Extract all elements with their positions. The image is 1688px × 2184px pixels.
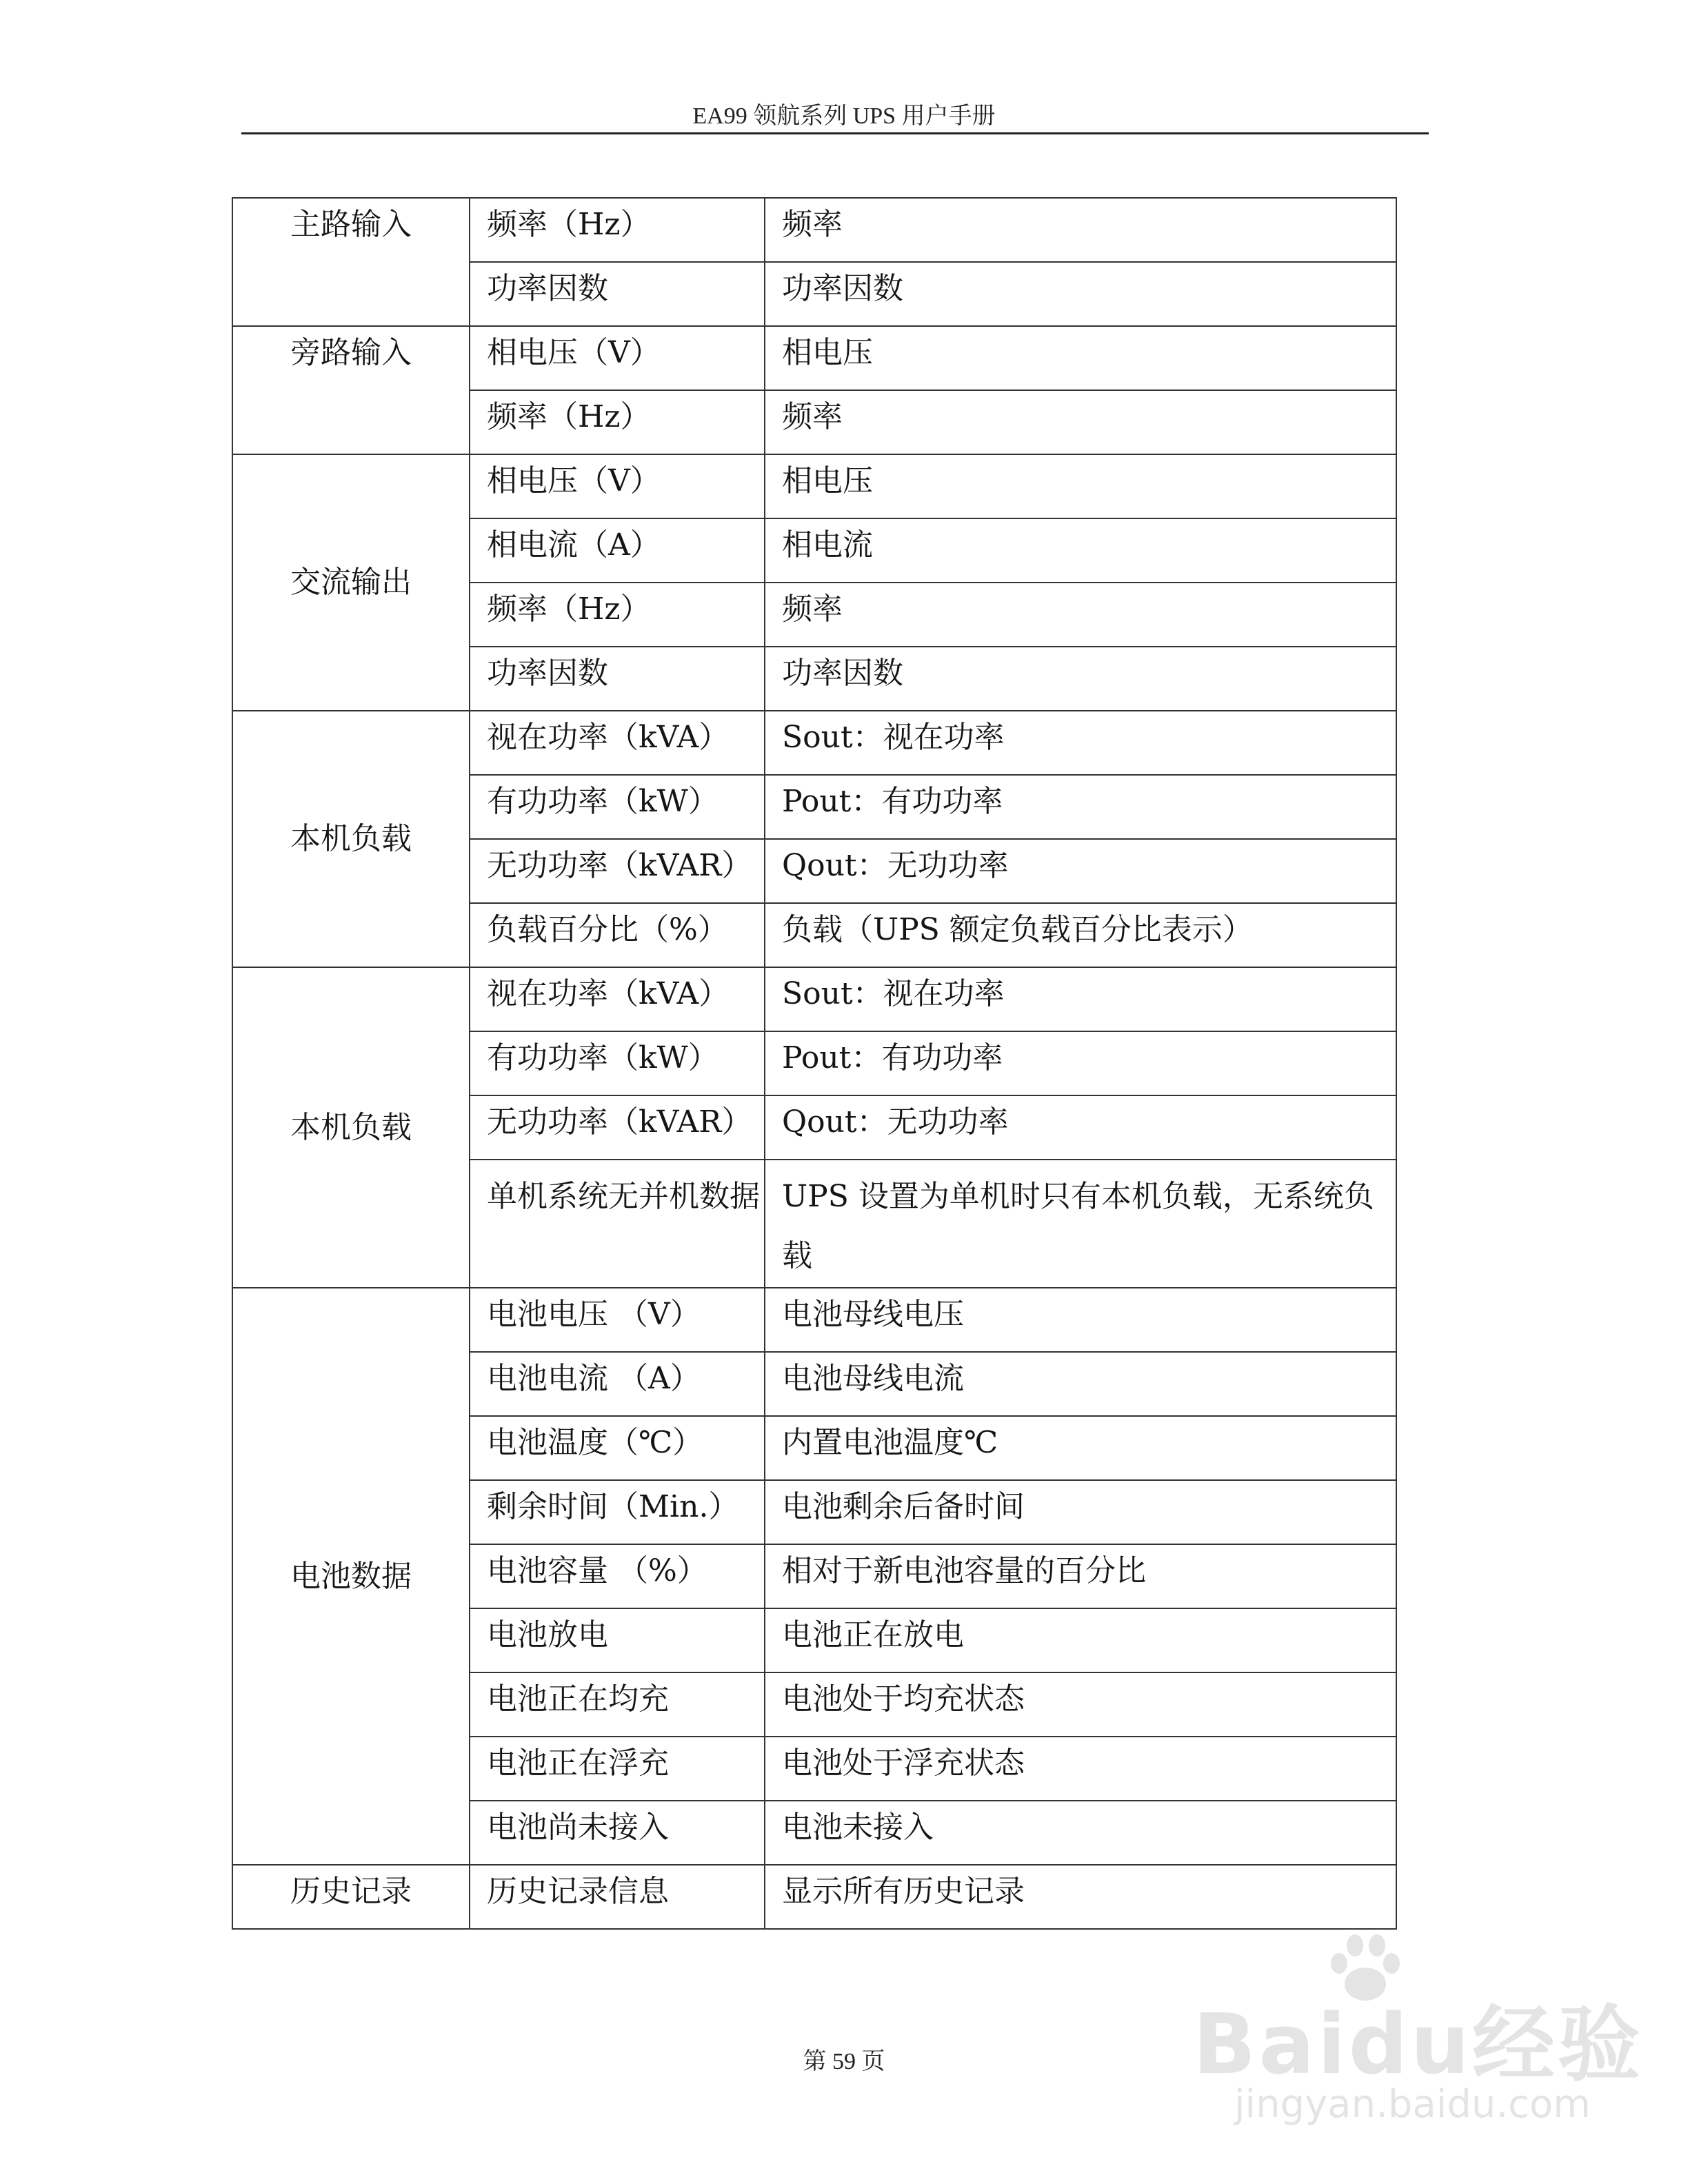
param-cell: 频率（Hz） [470, 390, 765, 454]
group-label: 交流输出 [232, 454, 470, 711]
param-cell: 电池电流 （A） [470, 1352, 765, 1416]
desc-cell: 电池母线电流 [765, 1352, 1396, 1416]
group-label: 历史记录 [232, 1865, 470, 1929]
param-cell: 无功功率（kVAR） [470, 1095, 765, 1160]
group-label: 本机负载 [232, 967, 470, 1288]
group-label: 电池数据 [232, 1288, 470, 1865]
desc-cell: Qout：无功功率 [765, 839, 1396, 903]
param-cell: 相电流（A） [470, 518, 765, 583]
desc-cell: 功率因数 [765, 647, 1396, 711]
group-label: 主路输入 [232, 198, 470, 326]
desc-cell: 电池未接入 [765, 1801, 1396, 1865]
desc-cell: Sout：视在功率 [765, 967, 1396, 1031]
param-cell: 历史记录信息 [470, 1865, 765, 1929]
header-divider [241, 132, 1429, 134]
param-cell: 视在功率（kVA） [470, 967, 765, 1031]
desc-cell: 相电流 [765, 518, 1396, 583]
desc-cell: 频率 [765, 390, 1396, 454]
desc-cell: Pout：有功功率 [765, 1031, 1396, 1095]
desc-cell: UPS 设置为单机时只有本机负载，无系统负载 [765, 1160, 1396, 1288]
param-cell: 有功功率（kW） [470, 775, 765, 839]
table-row [232, 967, 1396, 1031]
param-cell: 功率因数 [470, 647, 765, 711]
desc-cell: 电池剩余后备时间 [765, 1480, 1396, 1544]
desc-cell: 频率 [765, 583, 1396, 647]
baidu-watermark [1193, 1930, 1643, 2137]
param-cell: 相电压（V） [470, 454, 765, 518]
param-cell: 无功功率（kVAR） [470, 839, 765, 903]
param-cell: 电池温度（℃） [470, 1416, 765, 1480]
desc-cell: 显示所有历史记录 [765, 1865, 1396, 1929]
watermark-url: jingyan.baidu.com [1234, 2082, 1591, 2127]
param-cell: 电池正在均充 [470, 1672, 765, 1737]
param-cell: 电池正在浮充 [470, 1737, 765, 1801]
header-title: EA99 领航系列 UPS 用户手册 [692, 103, 996, 129]
desc-cell: 负载（UPS 额定负载百分比表示） [765, 903, 1396, 967]
param-cell: 视在功率（kVA） [470, 711, 765, 775]
watermark-brand: Baidu经验 [1193, 1997, 1643, 2093]
desc-cell: 电池处于浮充状态 [765, 1737, 1396, 1801]
param-cell: 频率（Hz） [470, 198, 765, 262]
param-cell: 电池尚未接入 [470, 1801, 765, 1865]
param-cell: 功率因数 [470, 262, 765, 326]
table-row [232, 326, 1396, 390]
table-row [232, 454, 1396, 518]
table-row [232, 198, 1396, 262]
param-cell: 电池放电 [470, 1608, 765, 1672]
page-number: 第 59 页 [803, 2049, 885, 2074]
desc-cell: 电池处于均充状态 [765, 1672, 1396, 1737]
param-cell: 电池电压 （V） [470, 1288, 765, 1352]
desc-cell: Pout：有功功率 [765, 775, 1396, 839]
desc-cell: Sout：视在功率 [765, 711, 1396, 775]
desc-cell: 功率因数 [765, 262, 1396, 326]
param-cell: 剩余时间（Min.） [470, 1480, 765, 1544]
param-cell: 负载百分比（%） [470, 903, 765, 967]
table-row [232, 1865, 1396, 1929]
param-cell: 单机系统无并机数据 [470, 1160, 765, 1288]
desc-cell: 相电压 [765, 326, 1396, 390]
desc-cell: 内置电池温度℃ [765, 1416, 1396, 1480]
param-cell: 相电压（V） [470, 326, 765, 390]
param-cell: 电池容量 （%） [470, 1544, 765, 1608]
desc-cell: Qout：无功功率 [765, 1095, 1396, 1160]
desc-cell: 电池正在放电 [765, 1608, 1396, 1672]
param-cell: 有功功率（kW） [470, 1031, 765, 1095]
group-label: 本机负载 [232, 711, 470, 967]
group-label: 旁路输入 [232, 326, 470, 454]
parameter-table [232, 197, 1397, 1930]
table-row [232, 1288, 1396, 1352]
desc-cell: 相对于新电池容量的百分比 [765, 1544, 1396, 1608]
table-row [232, 711, 1396, 775]
desc-cell: 电池母线电压 [765, 1288, 1396, 1352]
param-cell: 频率（Hz） [470, 583, 765, 647]
paw-icon [1324, 1930, 1407, 2006]
desc-cell: 频率 [765, 198, 1396, 262]
desc-cell: 相电压 [765, 454, 1396, 518]
